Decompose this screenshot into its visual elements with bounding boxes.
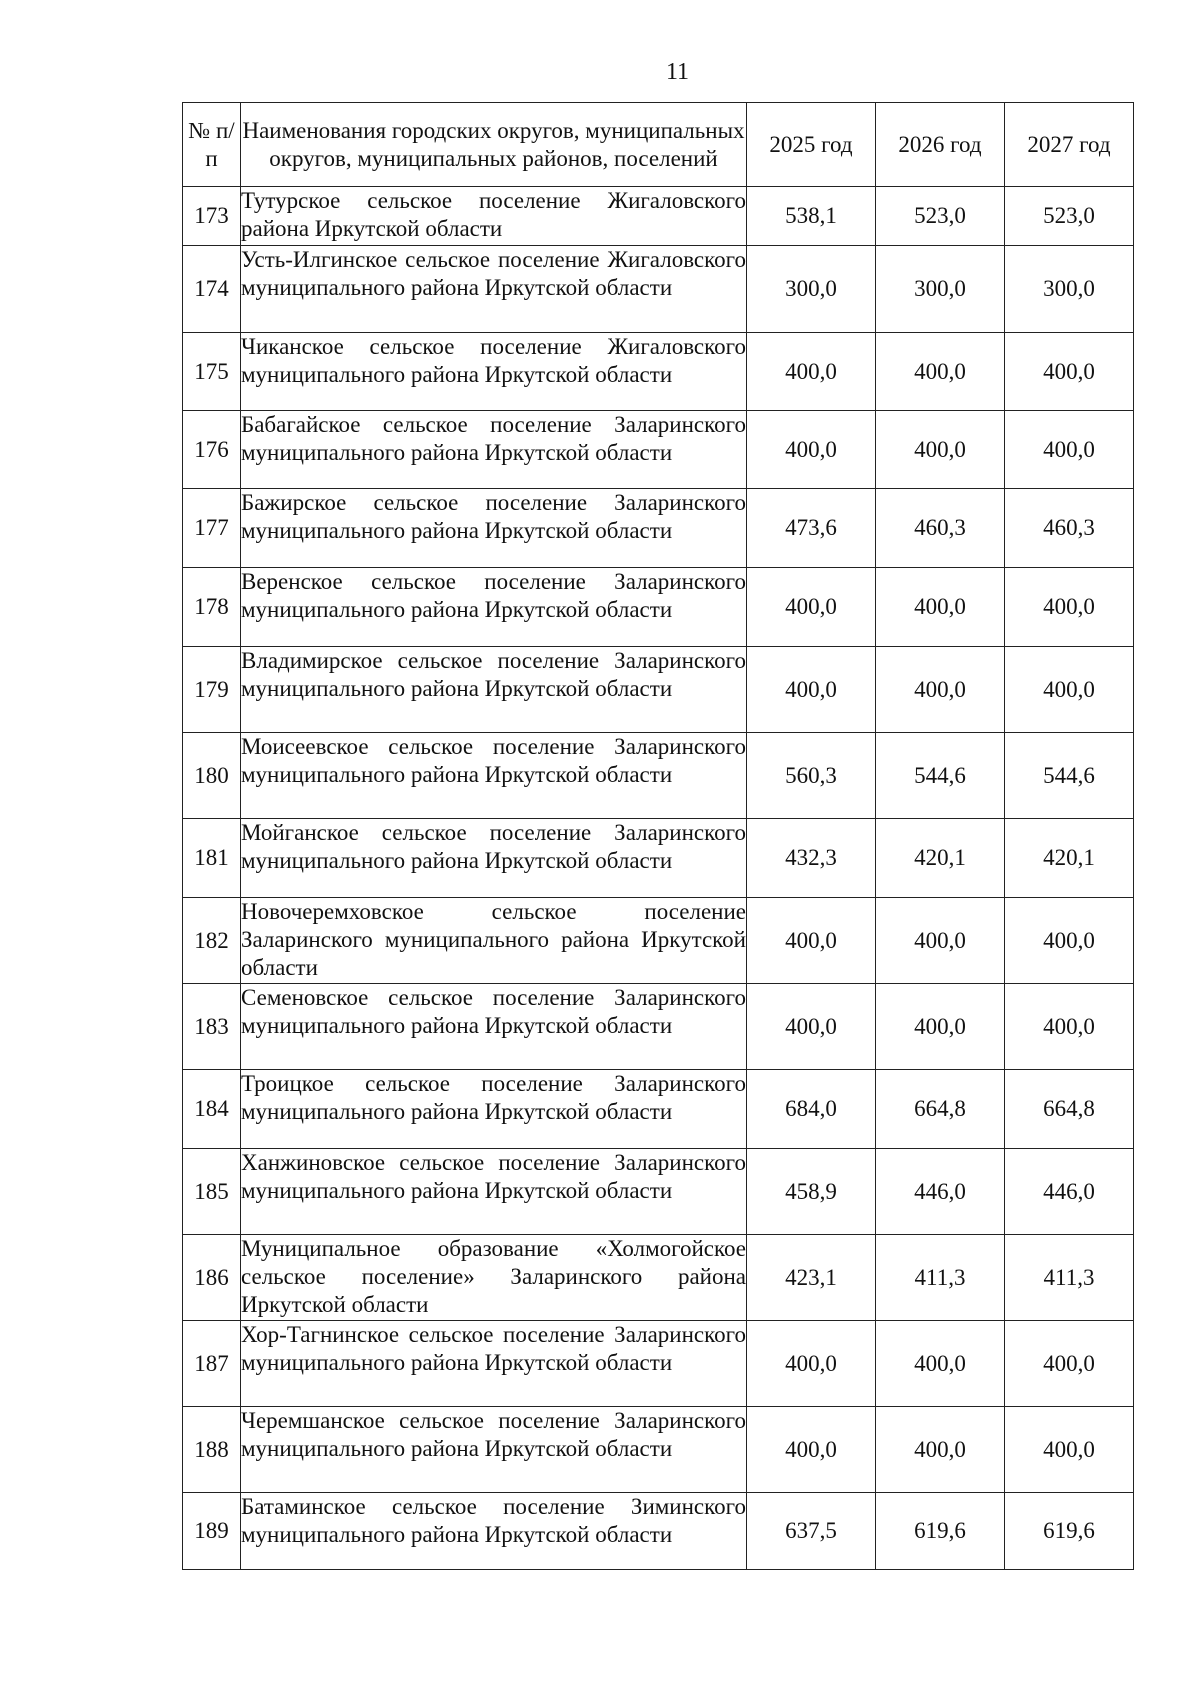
value-2025: 300,0 (747, 246, 876, 333)
table-row (183, 984, 1134, 1070)
value-2027: 400,0 (1005, 647, 1134, 733)
value-2025: 400,0 (747, 1407, 876, 1493)
table-row (183, 819, 1134, 898)
row-number: 176 (183, 411, 241, 489)
value-2026: 400,0 (876, 411, 1005, 489)
row-name (241, 1493, 747, 1570)
table-header-row (183, 103, 1134, 187)
value-2027: 400,0 (1005, 984, 1134, 1070)
budget-table (182, 102, 1134, 1570)
value-2025: 637,5 (747, 1493, 876, 1570)
row-name (241, 733, 747, 819)
row-name (241, 246, 747, 333)
row-name-text: Батаминское сельское поселение Зиминского муниципального района Иркутской области (241, 1494, 746, 1547)
value-2026: 400,0 (876, 898, 1005, 984)
value-2027: 400,0 (1005, 898, 1134, 984)
row-name (241, 1321, 747, 1407)
value-2025: 458,9 (747, 1149, 876, 1235)
table-row (183, 1070, 1134, 1149)
row-name-text: Муниципальное образование «Холмогойское сельское поселение» Заларинского района Иркутской области (241, 1236, 746, 1317)
row-name-text: Чиканское сельское поселение Жигаловского муниципального района Иркутской области (241, 334, 746, 387)
value-2026: 523,0 (876, 187, 1005, 246)
value-2027: 544,6 (1005, 733, 1134, 819)
value-2025: 400,0 (747, 984, 876, 1070)
value-2026: 400,0 (876, 984, 1005, 1070)
header-year-2026: 2026 год (876, 103, 1005, 187)
value-2025: 400,0 (747, 568, 876, 647)
row-name (241, 898, 747, 984)
value-2026: 664,8 (876, 1070, 1005, 1149)
value-2027: 420,1 (1005, 819, 1134, 898)
row-number: 173 (183, 187, 241, 246)
header-year-2025: 2025 год (747, 103, 876, 187)
table-row (183, 187, 1134, 246)
table-row (183, 898, 1134, 984)
row-name (241, 333, 747, 411)
table-row (183, 1149, 1134, 1235)
value-2025: 400,0 (747, 647, 876, 733)
row-name-text: Новочеремховское сельское поселение Заларинского муниципального района Иркутской области (241, 899, 746, 980)
row-name-text: Троицкое сельское поселение Заларинского муниципального района Иркутской области (241, 1071, 746, 1124)
value-2026: 400,0 (876, 333, 1005, 411)
value-2027: 446,0 (1005, 1149, 1134, 1235)
value-2025: 400,0 (747, 411, 876, 489)
row-name-text: Черемшанское сельское поселение Заларинского муниципального района Иркутской области (241, 1408, 746, 1461)
table-row (183, 647, 1134, 733)
value-2026: 300,0 (876, 246, 1005, 333)
table-row (183, 489, 1134, 568)
table-row (183, 246, 1134, 333)
page-number: 11 (665, 59, 690, 85)
value-2025: 473,6 (747, 489, 876, 568)
row-name-text: Бажирское сельское поселение Заларинского муниципального района Иркутской области (241, 490, 746, 543)
row-number: 183 (183, 984, 241, 1070)
row-number: 185 (183, 1149, 241, 1235)
value-2027: 400,0 (1005, 1407, 1134, 1493)
value-2026: 420,1 (876, 819, 1005, 898)
row-number: 189 (183, 1493, 241, 1570)
value-2027: 664,8 (1005, 1070, 1134, 1149)
value-2026: 411,3 (876, 1235, 1005, 1321)
row-number: 179 (183, 647, 241, 733)
value-2025: 432,3 (747, 819, 876, 898)
header-year-2027: 2027 год (1005, 103, 1134, 187)
row-name-text: Мойганское сельское поселение Заларинского муниципального района Иркутской области (241, 820, 746, 873)
row-name-text: Владимирское сельское поселение Заларинского муниципального района Иркутской области (241, 648, 746, 701)
row-name-text: Тутурское сельское поселение Жигаловского района Иркутской области (241, 188, 746, 241)
table-row (183, 1235, 1134, 1321)
value-2025: 400,0 (747, 333, 876, 411)
value-2026: 619,6 (876, 1493, 1005, 1570)
row-name-text: Моисеевское сельское поселение Заларинского муниципального района Иркутской области (241, 734, 746, 787)
value-2025: 423,1 (747, 1235, 876, 1321)
row-name (241, 1235, 747, 1321)
table-row (183, 1493, 1134, 1570)
value-2026: 400,0 (876, 647, 1005, 733)
row-number: 177 (183, 489, 241, 568)
value-2025: 538,1 (747, 187, 876, 246)
row-name (241, 411, 747, 489)
row-name-text: Ханжиновское сельское поселение Заларинского муниципального района Иркутской области (241, 1150, 746, 1203)
value-2027: 400,0 (1005, 333, 1134, 411)
row-name-text: Веренское сельское поселение Заларинского муниципального района Иркутской области (241, 569, 746, 622)
row-number: 187 (183, 1321, 241, 1407)
value-2026: 400,0 (876, 568, 1005, 647)
value-2026: 544,6 (876, 733, 1005, 819)
row-name (241, 984, 747, 1070)
value-2025: 684,0 (747, 1070, 876, 1149)
row-name (241, 187, 747, 246)
row-name (241, 489, 747, 568)
value-2027: 411,3 (1005, 1235, 1134, 1321)
table-row (183, 411, 1134, 489)
row-number: 174 (183, 246, 241, 333)
value-2025: 560,3 (747, 733, 876, 819)
row-name (241, 647, 747, 733)
table-row (183, 733, 1134, 819)
row-name (241, 1070, 747, 1149)
value-2027: 619,6 (1005, 1493, 1134, 1570)
row-name-text: Хор-Тагнинское сельское поселение Заларинского муниципального района Иркутской области (241, 1322, 746, 1375)
value-2027: 523,0 (1005, 187, 1134, 246)
table-row (183, 1321, 1134, 1407)
value-2027: 460,3 (1005, 489, 1134, 568)
value-2027: 300,0 (1005, 246, 1134, 333)
row-name (241, 819, 747, 898)
row-name-text: Усть-Илгинское сельское поселение Жигаловского муниципального района Иркутской области (241, 247, 746, 300)
header-num: № п/п (183, 103, 241, 187)
value-2027: 400,0 (1005, 1321, 1134, 1407)
row-name (241, 568, 747, 647)
value-2027: 400,0 (1005, 411, 1134, 489)
value-2026: 460,3 (876, 489, 1005, 568)
value-2026: 400,0 (876, 1407, 1005, 1493)
row-number: 188 (183, 1407, 241, 1493)
header-name: Наименования городских округов, муниципальных округов, муниципальных районов, поселений (241, 103, 747, 187)
row-name (241, 1407, 747, 1493)
table-row (183, 333, 1134, 411)
row-name (241, 1149, 747, 1235)
row-number: 186 (183, 1235, 241, 1321)
row-number: 184 (183, 1070, 241, 1149)
value-2025: 400,0 (747, 898, 876, 984)
row-name-text: Бабагайское сельское поселение Заларинского муниципального района Иркутской области (241, 412, 746, 465)
value-2026: 446,0 (876, 1149, 1005, 1235)
value-2025: 400,0 (747, 1321, 876, 1407)
value-2026: 400,0 (876, 1321, 1005, 1407)
row-number: 178 (183, 568, 241, 647)
row-number: 175 (183, 333, 241, 411)
value-2027: 400,0 (1005, 568, 1134, 647)
table-row (183, 1407, 1134, 1493)
table-row (183, 568, 1134, 647)
row-number: 180 (183, 733, 241, 819)
row-name-text: Семеновское сельское поселение Заларинского муниципального района Иркутской области (241, 985, 746, 1038)
row-number: 182 (183, 898, 241, 984)
row-number: 181 (183, 819, 241, 898)
